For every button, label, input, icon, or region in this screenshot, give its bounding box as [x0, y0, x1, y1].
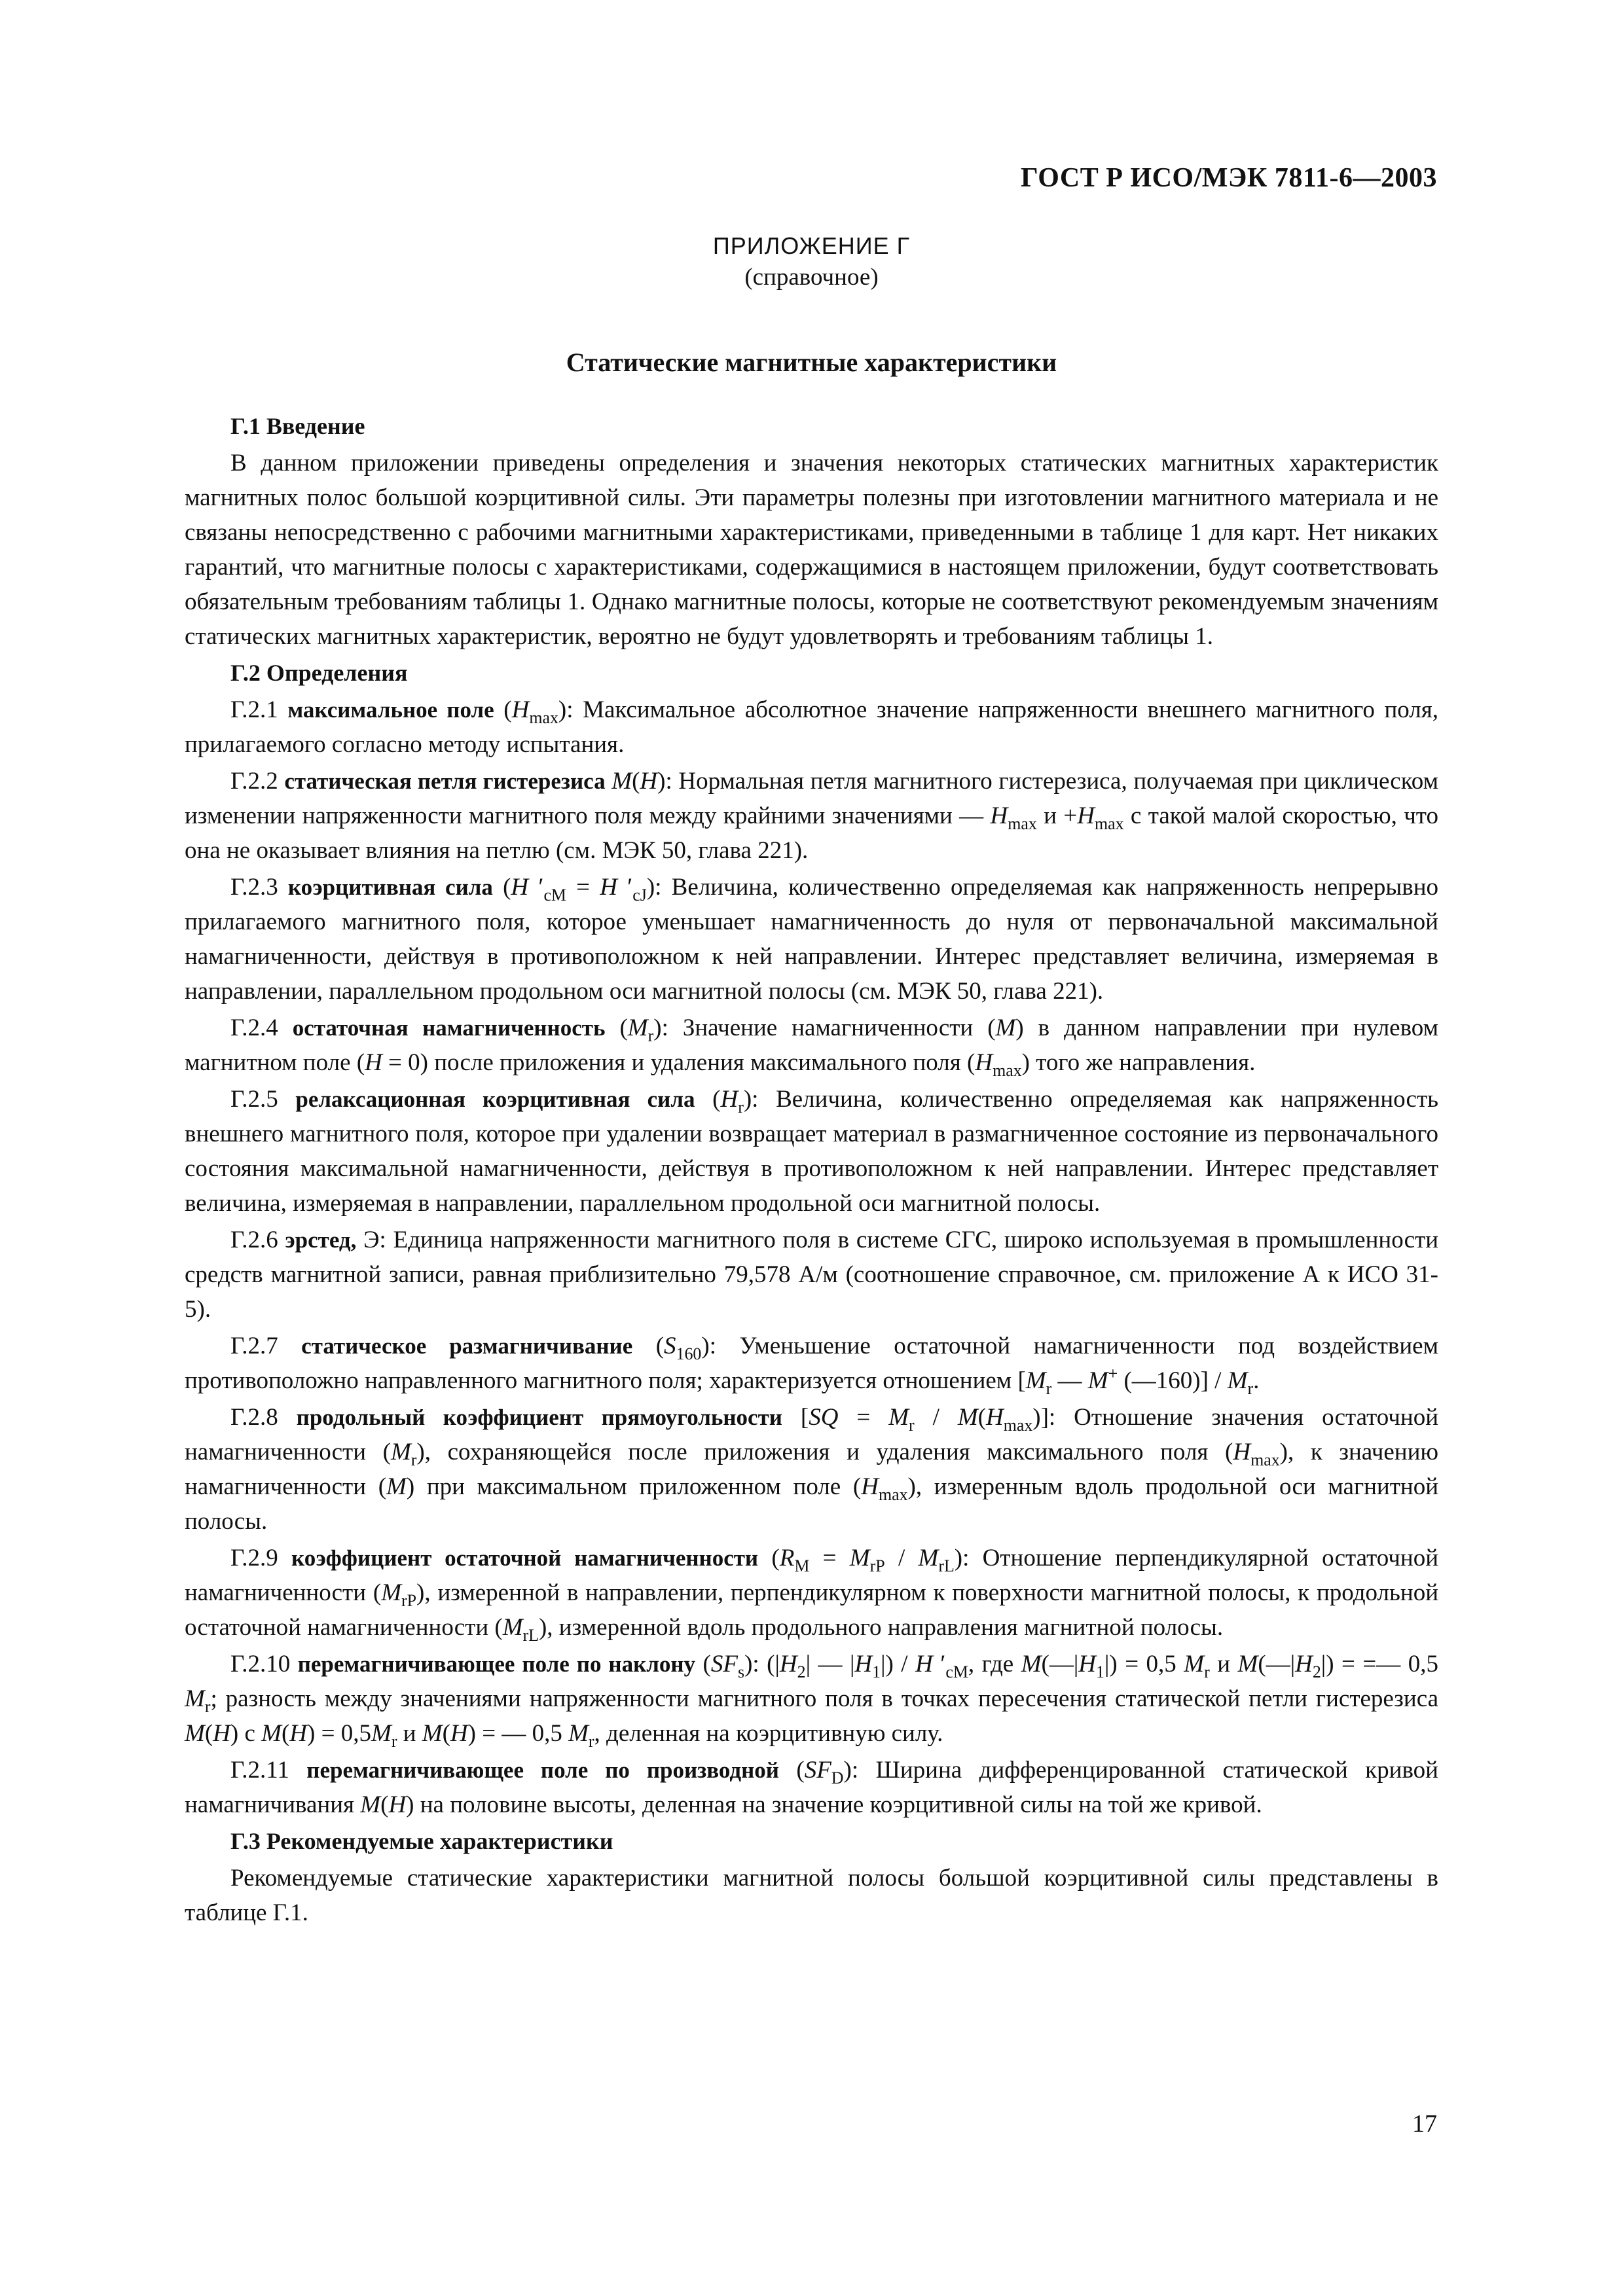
- definition-g2-4: Г.2.4 остаточная намагниченность $(M_r)$: Значение намагниченности (M) в данном направлении при нулевом магнитном поле (H = 0) после приложения и удаления максимального поля $(H_{max})$ того же направления.: [185, 1014, 1439, 1080]
- definition-text: = 0) после приложения и удаления максимального поля (: [382, 1049, 976, 1076]
- definition-term: статическая петля гистерезиса: [284, 768, 606, 794]
- definition-g2-9: Г.2.9 коэффициент остаточной намагниченности $(R_M = M_{rP} / M_{rL})$: Отношение перпендикулярной остаточной намагниченности $(M_{rP})$, измеренной в направлении, перпендикулярном к поверхности магнитной полосы, к продольной остаточной намагниченности $(M_{rL})$, измеренной вдоль продольного направления магнитной полосы.: [185, 1545, 1439, 1645]
- definition-number: Г.2.9: [230, 1545, 292, 1571]
- definition-g2-3: Г.2.3 коэрцитивная сила (H $'_{cM} = H$ $'_{cJ}$): Величина, количественно определяемая как напряженность непрерывно прилагаемого магнитного поля, которое уменьшает намагниченность до нуля от первоначальной максимальной намагниченности, действуя в противоположном к ней направлении. Интерес представляет величина, измеряемая в направлении, параллельном продольном оси магнитной полосы (см. МЭК 50, глава 221).: [185, 874, 1439, 1005]
- appendix-title: ПРИЛОЖЕНИЕ Г: [712, 232, 911, 259]
- definition-text: , деленная на коэрцитивную силу.: [594, 1720, 943, 1747]
- definition-text: )]: Отношение значения остаточной намагниченности (: [185, 1404, 1439, 1465]
- definition-text: ): Уменьшение остаточной намагниченности под воздействием противоположно направленного магнитного поля; характеризуется отношением [: [185, 1333, 1438, 1394]
- definition-g2-2: Г.2.2 статическая петля гистерезиса M(H): Нормальная петля магнитного гистерезиса, получаемая при циклическом изменении напряженности магнитного поля между крайними значениями — $H_{max}$ $и +H_{max}$ с такой малой скоростью, что она не оказывает влияния на петлю (см. МЭК 50, глава 221).: [185, 768, 1439, 864]
- definition-term: перемагничивающее поле по наклону: [297, 1651, 696, 1677]
- definition-number: Г.2.11: [230, 1757, 307, 1784]
- definition-g2-5: Г.2.5 релаксационная коэрцитивная сила $(H_r)$: Величина, количественно определяемая как напряженность внешнего магнитного поля, которое при удалении возвращает материал в размагниченное состояние из первоначального состояния максимальной намагниченности, действуя в противоположном к ней направлении. Интерес представляет величина, измеряемая в направлении, параллельном продольной оси магнитной полосы.: [185, 1086, 1439, 1217]
- definition-g2-6: [185, 1223, 1438, 1327]
- definition-g2-11: Г.2.11 перемагничивающее поле по производной $(SF_D)$: Ширина дифференцированной статической кривой намагничивания M(H) на половине высоты, деленная на значение коэрцитивной силы на той же кривой.: [185, 1757, 1438, 1818]
- definition-number: Г.2.3: [230, 874, 288, 901]
- definition-term: максимальное поле: [287, 697, 494, 723]
- g1-paragraph: В данном приложении приведены определения и значения некоторых статических магнитных характеристик магнитных полос большой коэрцитивной силы. Эти параметры полезны при изготовлении магнитного материала и не связаны непосредственно с рабочими магнитными характеристиками, приведенными в таблице 1 для карт. Нет никаких гарантий, что магнитные полосы с характеристиками, содержащимися в настоящем приложении, будут соответствовать обязательным требованиям таблицы 1. Однако магнитные полосы, которые не соответствуют рекомендуемым значениям статических магнитных характеристик, вероятно не будут удовлетворять и требованиям таблицы 1.: [185, 450, 1438, 650]
- definition-text: ), измеренной вдоль продольного направления магнитной полосы.: [538, 1614, 1224, 1641]
- definition-g2-1: Г.2.1 максимальное поле $(H_{max})$: Максимальное абсолютное значение напряженности внешнего магнитного поля, прилагаемого согласно методу испытания.: [185, 696, 1438, 758]
- page-number: 17: [1412, 2110, 1437, 2138]
- definition-text: ) при максимальном приложенном поле (: [406, 1473, 862, 1500]
- definition-text: ): Нормальная петля магнитного гистерезиса, получаемая при циклическом изменении напряженности магнитного поля между крайними значениями —: [185, 768, 1439, 829]
- definition-term: релаксационная коэрцитивная сила: [295, 1086, 695, 1112]
- definition-text: ): Максимальное абсолютное значение напряженности внешнего магнитного поля, прилагаемого согласно методу испытания.: [185, 696, 1438, 758]
- definition-text: на половине высоты, деленная на значение коэрцитивной силы на той же кривой.: [414, 1791, 1262, 1818]
- definition-text: ), измеренным вдоль продольной оси магнитной полосы.: [185, 1473, 1439, 1535]
- definition-text: ; разность между значениями напряженности магнитного поля в точках пересечения статической петли гистерезиса: [210, 1685, 1438, 1712]
- definition-term: коэрцитивная сила: [287, 874, 493, 900]
- definition-text: ): Величина, количественно определяемая как напряженность непрерывно прилагаемого магнитного поля, которое уменьшает намагниченность до нуля от первоначальной максимальной намагниченности, действуя в противоположном к ней направлении. Интерес представляет величина, измеряемая в направлении, параллельном продольном оси магнитной полосы (см. МЭК 50, глава 221).: [185, 874, 1439, 1005]
- appendix-subtitle: (справочное): [744, 264, 879, 291]
- definition-term: перемагничивающее поле по производной: [306, 1757, 779, 1783]
- definition-number: Г.2.4: [230, 1014, 293, 1041]
- definition-number: Г.2.2: [230, 768, 285, 795]
- definition-text: ): Значение намагниченности (: [653, 1014, 996, 1041]
- definition-number: Г.2.7: [230, 1333, 302, 1359]
- definition-text: ), измеренной в направлении, перпендикулярном к поверхности магнитной полосы, к продольной остаточной намагниченности (: [185, 1579, 1438, 1641]
- definition-text: ), сохраняющейся после приложения и удаления максимального поля (: [416, 1439, 1233, 1465]
- definition-number: Г.2.5: [230, 1086, 296, 1113]
- definition-text: Э: Единица напряженности магнитного поля в системе СГС, широко используемая в промышленности средств магнитной записи, равная приблизительно 79,578 А/м (соотношение справочное, см. приложение А к ИСО 31-5).: [185, 1227, 1439, 1323]
- definition-term: коэффициент остаточной намагниченности: [291, 1545, 759, 1571]
- definition-term: остаточная намагниченность: [292, 1015, 606, 1041]
- definition-number: Г.2.6: [230, 1227, 285, 1253]
- definition-text-end: с такой малой скоростью, что она не оказывает влияния на петлю (см. МЭК 50, глава 221).: [185, 802, 1438, 864]
- document-body: [185, 409, 1438, 1932]
- definition-number: Г.2.1: [230, 696, 288, 723]
- definition-term: эрстед,: [285, 1227, 357, 1253]
- definition-number: Г.2.8: [230, 1404, 297, 1431]
- definition-g2-8: Г.2.8 продольный коэффициент прямоугольности $[SQ = M_r / M(H_{max})]$: Отношение значения остаточной намагниченности $(M_r)$, сохраняющейся после приложения и удаления максимального поля $(H_{max})$, к значению намагниченности (M) при максимальном приложенном поле $(H_{max})$, измеренным вдоль продольной оси магнитной полосы.: [185, 1404, 1439, 1535]
- definition-g2-10: Г.2.10 перемагничивающее поле по наклону $(SF_s)$: ($|H_2|$ — $|H_1|$) / H $'_{cM}$, где $M(—|H_1|) = 0,5$ $M_r$ и $M(—|H_2|)$ = =— 0,5 $M_r$; разность между значениями напряженности магнитного поля в точках пересечения статической петли гистерезиса M(H) с $M(H) = 0,5M_r$ и M(H) = — 0,5 $M_r$, деленная на коэрцитивную силу.: [185, 1651, 1438, 1751]
- definition-text: ) в данном направлении при нулевом магнитном поле (: [185, 1014, 1439, 1076]
- definition-g2-7: Г.2.7 статическое размагничивание $(S_{160})$: Уменьшение остаточной намагниченности под воздействием противоположно направленного магнитного поля; характеризуется отношением [$M_r$ — M+ (—160)] / $M_r$.: [185, 1333, 1438, 1398]
- definition-text: ): Отношение перпендикулярной остаточной намагниченности (: [185, 1545, 1439, 1606]
- g3-heading: Г.3 Рекомендуемые характеристики: [230, 1828, 613, 1854]
- appendix-heading: [0, 230, 1623, 293]
- document-code-header: ГОСТ Р ИСО/МЭК 7811-6—2003: [1021, 163, 1437, 193]
- definition-number: Г.2.10: [230, 1651, 298, 1677]
- g1-heading: Г.1 Введение: [230, 413, 365, 439]
- definition-text: ): Величина, количественно определяемая как напряженность внешнего магнитного поля, которое при удалении возвращает материал в размагниченное состояние из первоначального состояния максимальной намагниченности, действуя в противоположном к ней направлении. Интерес представляет величина, измеряемая в направлении, параллельном продольной оси магнитной полосы.: [185, 1086, 1439, 1217]
- definition-text: ): Ширина дифференцированной статической кривой намагничивания: [185, 1757, 1438, 1818]
- definition-term: статическое размагничивание: [301, 1333, 633, 1359]
- definition-text: ) того же направления.: [1021, 1049, 1256, 1076]
- definition-text: ), к значению намагниченности (: [185, 1439, 1439, 1500]
- g2-heading: Г.2 Определения: [230, 660, 408, 686]
- section-title: Статические магнитные характеристики: [566, 348, 1057, 377]
- g3-paragraph: Рекомендуемые статические характеристики магнитной полосы большой коэрцитивной силы представлены в таблице Г.1.: [185, 1865, 1438, 1926]
- definition-term: продольный коэффициент прямоугольности: [296, 1405, 782, 1430]
